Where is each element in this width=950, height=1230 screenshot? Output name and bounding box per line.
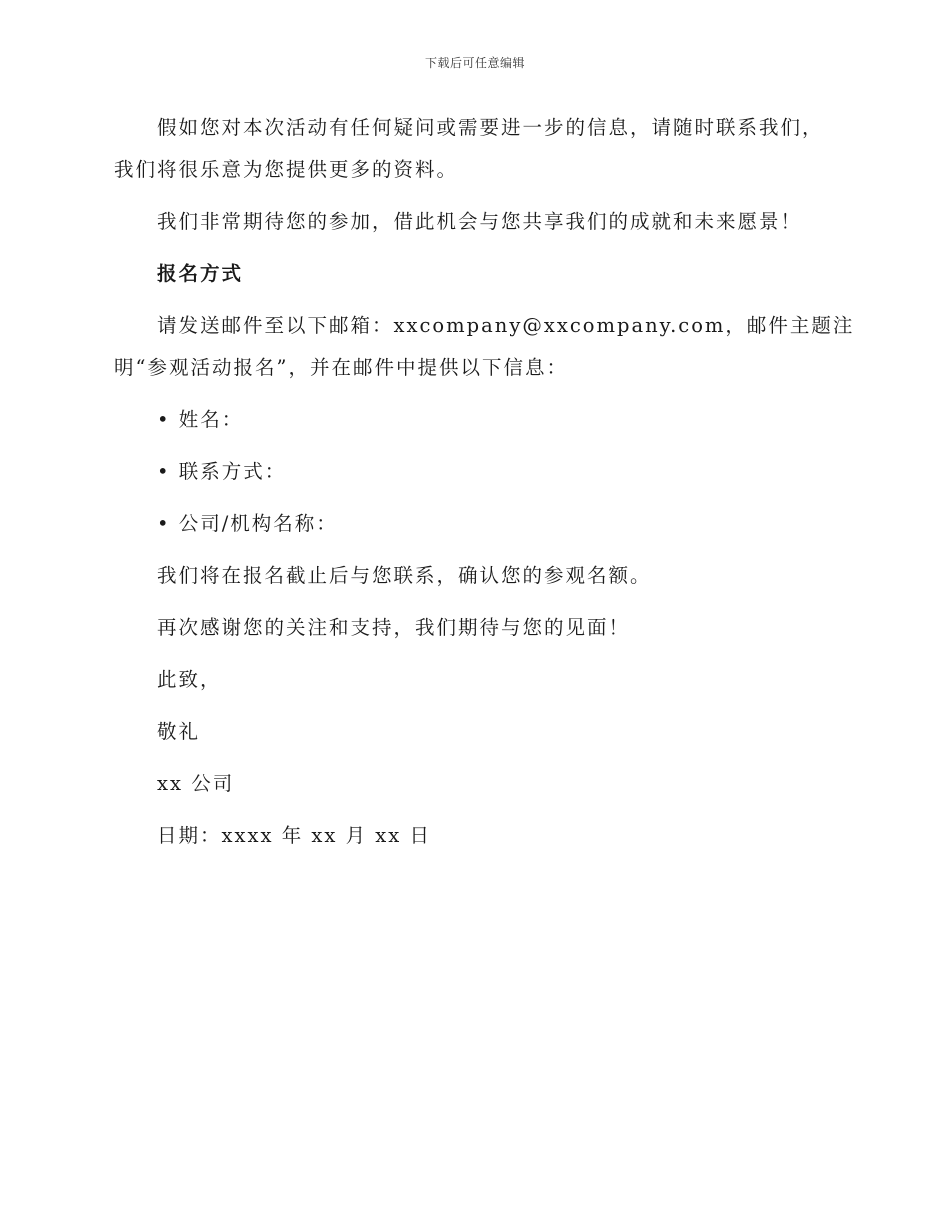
section-title-signup: 报名方式 (157, 262, 244, 285)
closing-salutation: 此致， (157, 668, 222, 691)
signature-company: xx 公司 (157, 772, 235, 795)
paragraph-expectation: 我们非常期待您的参加，借此机会与您共享我们的成就和未来愿景！ (157, 210, 803, 233)
page-header-note: 下载后可任意编辑 (424, 56, 525, 70)
signature-date: 日期：xxxx 年 xx 月 xx 日 (157, 824, 431, 847)
paragraph-question-line-2: 我们将很乐意为您提供更多的资料。 (114, 158, 459, 181)
bullet-contact: • 联系方式： (157, 460, 287, 483)
closing-regards: 敬礼 (157, 720, 201, 743)
paragraph-question-line-1: 假如您对本次活动有任何疑问或需要进一步的信息，请随时联系我们， (157, 116, 824, 139)
paragraph-thanks: 再次感谢您的关注和支持，我们期待与您的见面！ (157, 616, 631, 639)
bullet-name: • 姓名： (157, 408, 244, 431)
signup-instruction-line-2: 明“参观活动报名”，并在邮件中提供以下信息： (114, 356, 568, 379)
signup-instruction-line-1: 请发送邮件至以下邮箱：xxcompany@xxcompany.com，邮件主题注 (157, 314, 855, 337)
bullet-organization: • 公司/机构名称： (157, 512, 338, 535)
paragraph-confirmation: 我们将在报名截止后与您联系，确认您的参观名额。 (157, 564, 652, 587)
